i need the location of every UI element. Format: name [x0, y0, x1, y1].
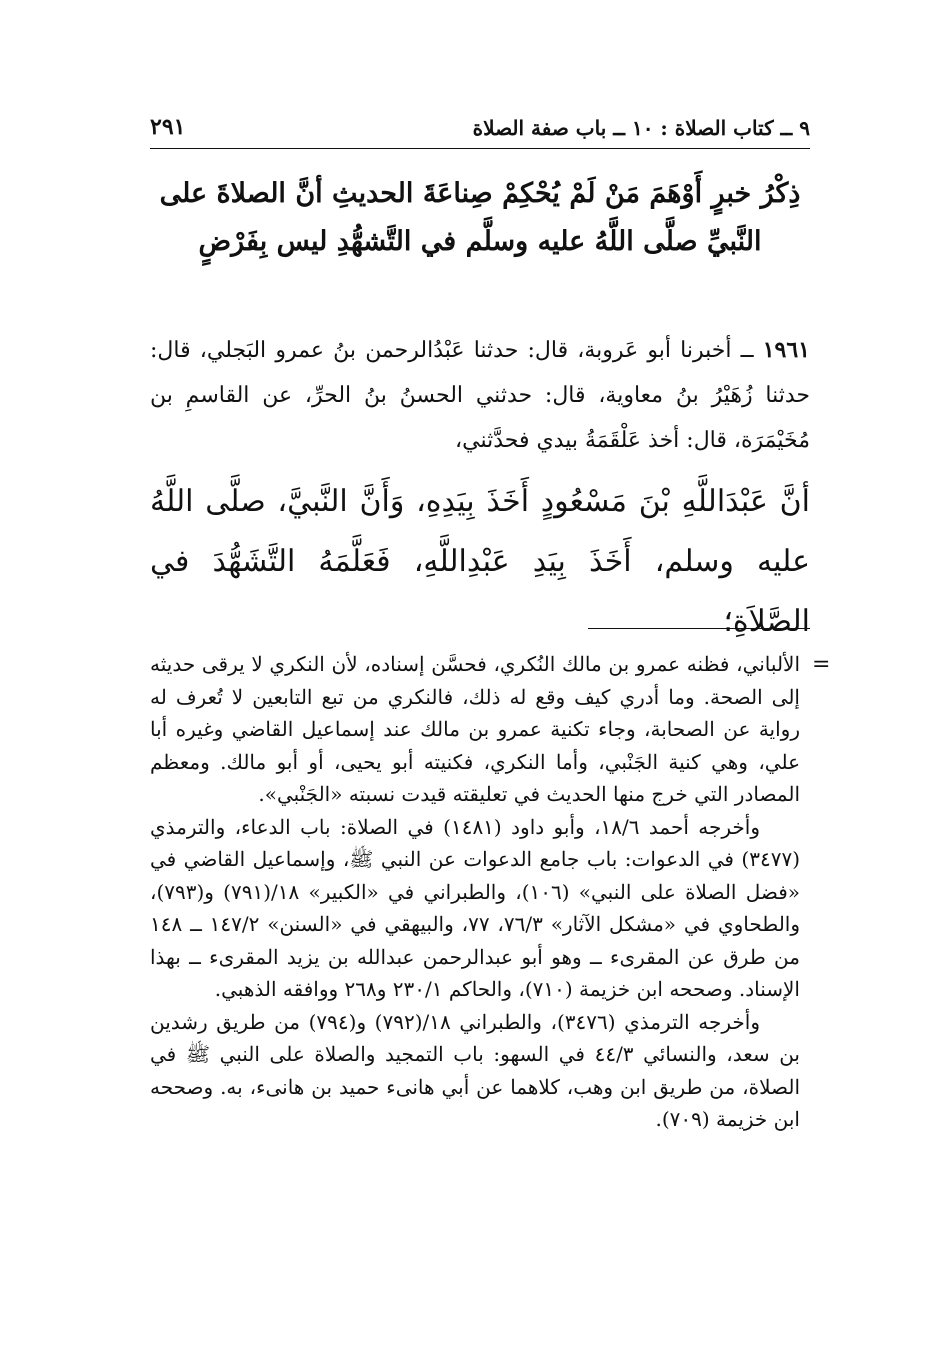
- hadith-isnad: [150, 328, 810, 463]
- page-number: ٢٩١: [150, 114, 186, 140]
- running-header: [150, 112, 810, 149]
- hadith-isnad-text: ــ أخبرنا أبو عَروبة، قال: حدثنا عَبْدُالرحمن بنُ عمرو البَجلي، قال: حدثنا زُهَيْرُ بنُ معاوية، قال: حدثني الحسنُ بنُ الحرِّ، عن القاسمِ بن مُخَيْمَرَة، قال: أخذ عَلْقَمَةُ بيدي فحدَّثني،: [150, 338, 810, 453]
- hadith-matn: أنَّ عَبْدَاللَّهِ بْنَ مَسْعُودٍ أَخَذَ بِيَدِهِ، وَأَنَّ النَّبيَّ، صلَّى اللَّهُ عليه وسلم، أَخَذَ بِيَدِ عَبْدِاللَّهِ، فَعَلَّمَهُ التَّشَهُّدَ في الصَّلاَةِ؛: [150, 484, 810, 639]
- chapter-heading: ذِكْرُ خبرٍ أَوْهَمَ مَنْ لَمْ يُحْكِمْ صِناعَةَ الحديثِ أنَّ الصلاةَ على النَّبيِّ صلَّى اللَّهُ عليه وسلَّم في التَّشهُّدِ ليس بِفَرْضٍ: [159, 178, 801, 257]
- footnote-divider: [588, 628, 810, 629]
- running-title: ٩ ــ كتاب الصلاة : ١٠ ــ باب صفة الصلاة: [472, 116, 810, 140]
- hadith-number: ١٩٦١: [762, 337, 810, 363]
- footnotes: [150, 648, 800, 1136]
- footnote-paragraph: الألباني، فظنه عمرو بن مالك النُكري، فحسَّن إسناده، لأن النكري لا يرقى حديثه إلى الصحة. وما أدري كيف وقع له ذلك، فالنكري من تبع التابعين لا تُعرف له رواية عن الصحابة، وجاء تكنية عمرو بن مالك عند إسماعيل القاضي وغيره أبا علي، وهي كنية الجَنْبي، وأما النكري، فكنيته أبو يحيى، أو أبو مالك. ومعظم المصادر التي خرج منها الحديث في تعليقته قيدت نسبته «الجَنْبي».: [150, 652, 800, 806]
- footnote-paragraph: وأخرجه أحمد ١٨/٦، وأبو داود (١٤٨١) في الصلاة: باب الدعاء، والترمذي (٣٤٧٧) في الدعوات: باب جامع الدعوات عن النبي ﷺ، وإسماعيل القاضي في «فضل الصلاة على النبي» (١٠٦)، والطبراني في «الكبير» ١٨/(٧٩١) و(٧٩٣)، والطحاوي في «مشكل الآثار» ٧٦/٣، ٧٧، والبيهقي في «السنن» ١٤٧/٢ ــ ١٤٨ من طرق عن المقرىء ــ وهو أبو عبدالرحمن عبدالله بن يزيد المقرىء ــ بهذا الإسناد. وصححه ابن خزيمة (٧١٠)، والحاكم ٢٣٠/١ و٢٦٨ ووافقه الذهبي.: [150, 814, 801, 1001]
- footnote-paragraph: وأخرجه الترمذي (٣٤٧٦)، والطبراني ١٨/(٧٩٢) و(٧٩٤) من طريق رشدين بن سعد، والنسائي ٤٤/٣ في السهو: باب التمجيد والصلاة على النبي ﷺ في الصلاة، من طريق ابن وهب، كلاهما عن أبي هانىء حميد بن هانىء، به. وصححه ابن خزيمة (٧٠٩).: [150, 1009, 800, 1131]
- footnote-continuation-mark: =: [812, 652, 831, 677]
